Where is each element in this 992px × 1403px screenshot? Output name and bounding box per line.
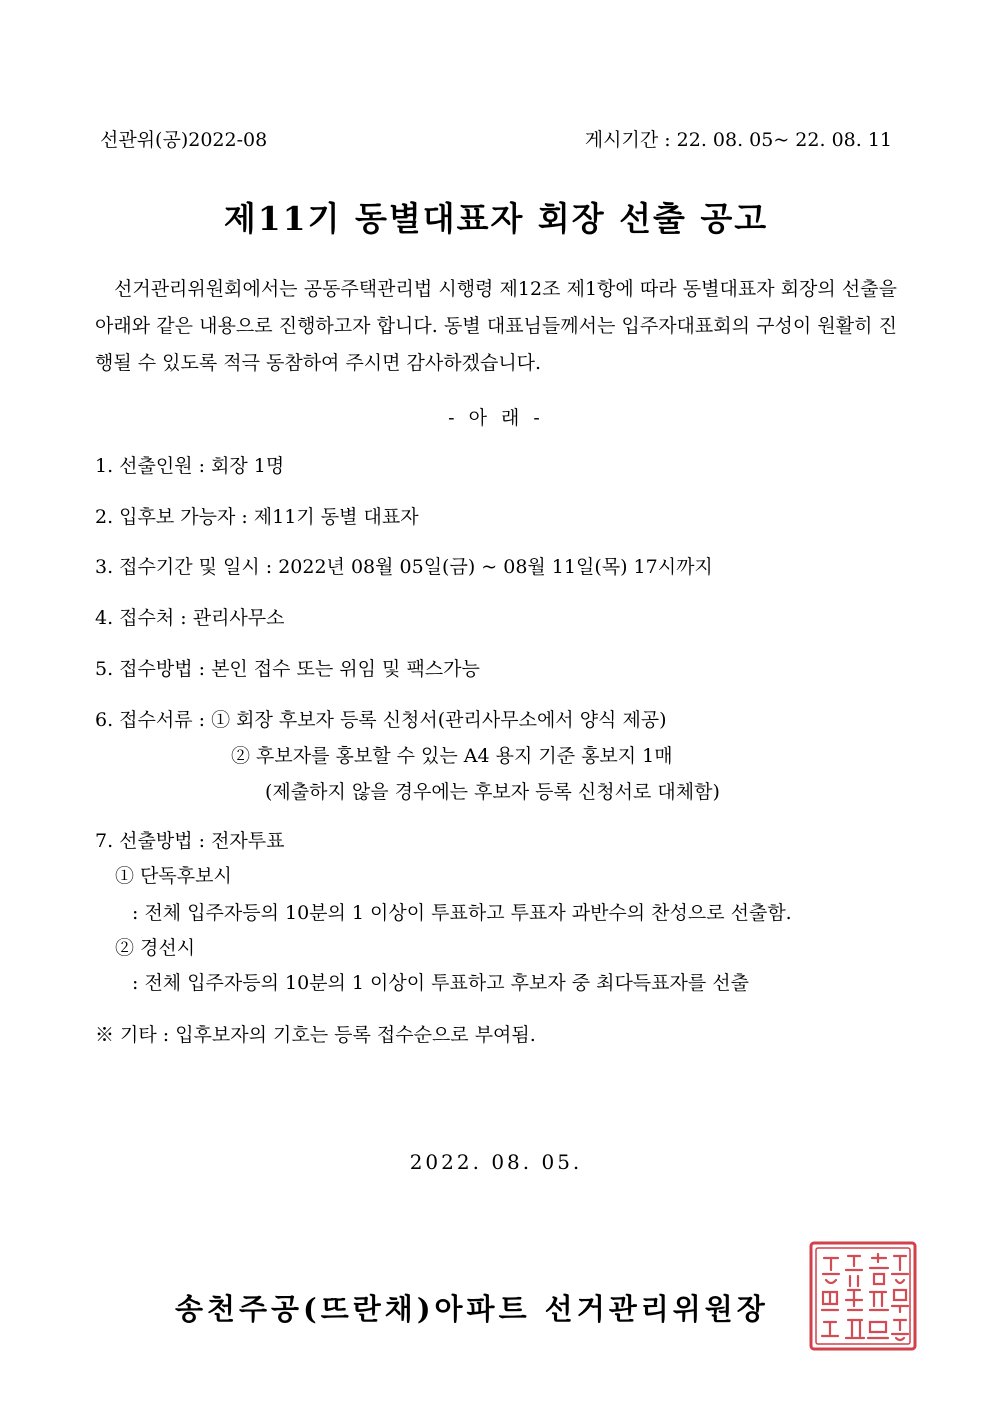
notice-title: 제11기 동별대표자 회장 선출 공고 <box>223 199 769 238</box>
intro-paragraph: 선거관리위원회에서는 공동주택관리법 시행령 제12조 제1항에 따라 동별대표자 회장의 선출을 아래와 같은 내용으로 진행하고자 합니다. 동별 대표님들께서는 입주자대표회의 구성이 원활히 진행될 수 있도록 적극 동참하여 주시면 감사하겠습니다. <box>95 278 897 374</box>
official-seal-stamp <box>808 1240 918 1352</box>
item-election-method: 7. 선출방법 : 전자투표 <box>95 830 285 852</box>
item-reception-period: 3. 접수기간 및 일시 : 2022년 08월 05일(금) ~ 08월 11일(목) 17시까지 <box>95 556 713 578</box>
item-documents-2: ② 후보자를 홍보할 수 있는 A4 용지 기준 홍보지 1매 <box>231 745 673 767</box>
item-other-note: ※ 기타 : 입후보자의 기호는 등록 접수순으로 부여됨. <box>95 1024 536 1046</box>
item-documents-note: (제출하지 않을 경우에는 후보자 등록 신청서로 대체함) <box>265 781 720 803</box>
signer-line: 송천주공(뜨란채)아파트 선거관리위원장 <box>175 1292 769 1326</box>
notice-date: 2022. 08. 05. <box>409 1150 583 1174</box>
item-eligibility: 2. 입후보 가능자 : 제11기 동별 대표자 <box>95 506 419 528</box>
posting-period: 게시기간 : 22. 08. 05~ 22. 08. 11 <box>584 129 892 151</box>
below-heading: - 아 래 - <box>448 407 544 429</box>
item-recruit-count: 1. 선출인원 : 회장 1명 <box>95 455 285 477</box>
item-reception-place: 4. 접수처 : 관리사무소 <box>95 607 285 629</box>
item-reception-method: 5. 접수방법 : 본인 접수 또는 위임 및 팩스가능 <box>95 658 480 680</box>
item-contested-desc: : 전체 입주자등의 10분의 1 이상이 투표하고 후보자 중 최다득표자를 선출 <box>132 972 749 994</box>
document-number: 선관위(공)2022-08 <box>100 129 268 151</box>
item-single-candidate: ① 단독후보시 <box>115 865 232 887</box>
item-single-candidate-desc: : 전체 입주자등의 10분의 1 이상이 투표하고 투표자 과반수의 찬성으로 선출함. <box>132 902 792 924</box>
item-documents: 6. 접수서류 : ① 회장 후보자 등록 신청서(관리사무소에서 양식 제공) <box>95 709 667 731</box>
item-contested: ② 경선시 <box>115 937 196 959</box>
